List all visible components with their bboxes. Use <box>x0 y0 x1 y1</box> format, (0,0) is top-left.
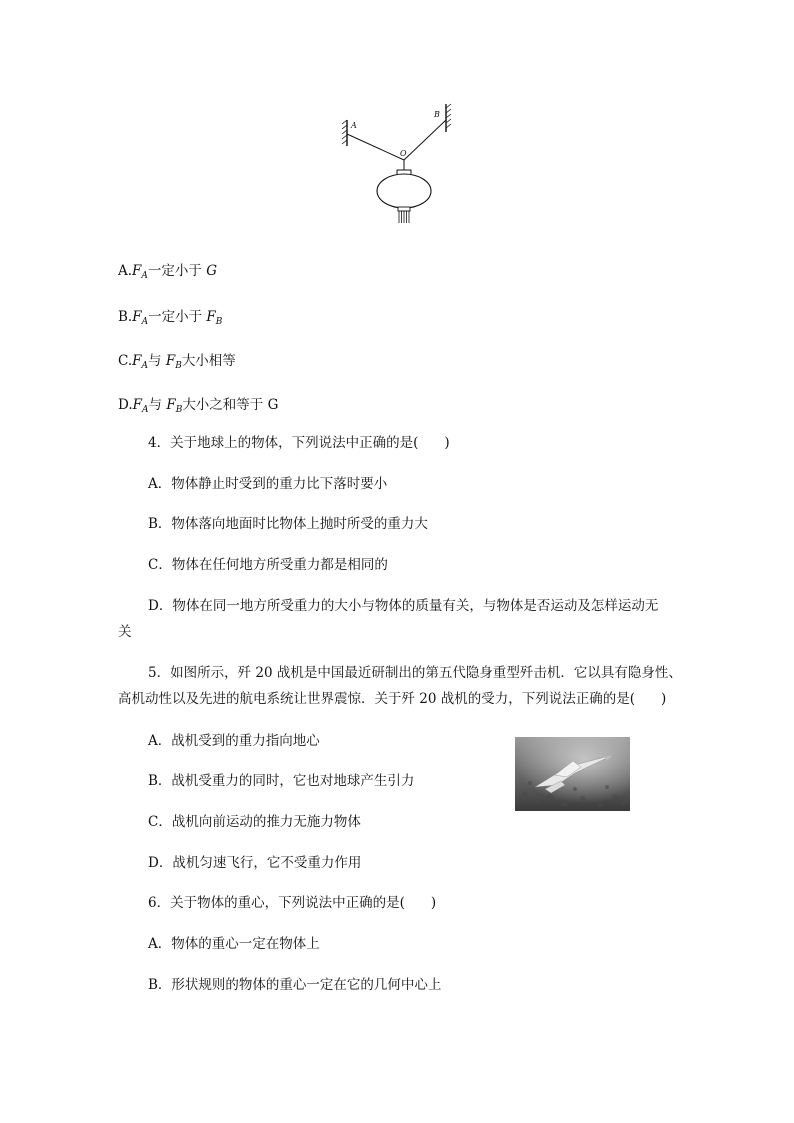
right-wall-hatch <box>446 104 451 128</box>
q6-option-b: B．形状规则的物体的重心一定在它的几何中心上 <box>148 977 442 993</box>
option-text: 一定小于 <box>147 263 207 279</box>
option-text: 一定小于 <box>148 309 207 325</box>
q4-option-a: A．物体静止时受到的重力比下落时要小 <box>148 476 388 492</box>
q4-option-c: C．物体在任何地方所受重力都是相同的 <box>148 557 388 573</box>
q4-option-d-wrap: 关 <box>118 624 132 640</box>
question-paren-close: ) <box>661 691 667 707</box>
fighter-jet-photo <box>515 737 630 811</box>
force-symbol: F <box>206 309 216 325</box>
force-subscript: A <box>142 405 149 415</box>
force-symbol: F <box>132 309 142 325</box>
question-text: 4．关于地球上的物体，下列说法中正确的是( <box>148 435 419 451</box>
q6-option-a: A．物体的重心一定在物体上 <box>148 936 320 952</box>
q4-stem <box>148 434 450 452</box>
q5-stem-line1: 5．如图所示，歼 20 战机是中国最近研制出的第五代隐身重型歼击机．它以具有隐身性、 <box>148 665 682 681</box>
force-symbol: F <box>132 263 142 279</box>
q4-option-b: B．物体落向地面时比物体上抛时所受的重力大 <box>148 516 428 532</box>
rope-ao <box>347 134 404 160</box>
option-text: 大小之和等于 G <box>182 397 279 413</box>
force-symbol: F <box>132 353 142 369</box>
option-prefix: B. <box>118 309 133 325</box>
force-subscript: B <box>175 405 183 415</box>
question-paren-close: ) <box>444 435 450 451</box>
option-prefix: A. <box>118 263 133 279</box>
question-paren-close: ) <box>430 895 437 911</box>
force-subscript: A <box>141 317 149 327</box>
q5-option-b: B．战机受重力的同时，它也对地球产生引力 <box>148 773 415 789</box>
force-subscript: B <box>175 361 182 371</box>
q5-stem-line2 <box>118 690 666 708</box>
lantern-body <box>377 174 431 208</box>
q3-option-b <box>118 308 222 331</box>
q5-option-c: C．战机向前运动的推力无施力物体 <box>148 814 361 830</box>
q4-option-d: D．物体在同一地方所受重力的大小与物体的质量有关，与物体是否运动及怎样运动无 <box>148 598 659 614</box>
option-text: 与 <box>148 397 167 413</box>
force-symbol: G <box>206 263 218 279</box>
question-text: 高机动性以及先进的航电系统让世界震惊．关于歼 20 战机的受力，下列说法正确的是( <box>118 691 636 707</box>
force-symbol: F <box>132 397 143 413</box>
label-o: O <box>400 149 407 158</box>
force-subscript: B <box>215 317 223 327</box>
lantern-diagram <box>340 98 460 228</box>
force-subscript: A <box>141 361 149 371</box>
q5-option-a: A．战机受到的重力指向地心 <box>148 733 320 749</box>
label-a: A <box>351 121 357 130</box>
rope-bo <box>404 120 446 160</box>
option-text: 与 <box>148 353 166 369</box>
q6-stem <box>148 894 436 912</box>
option-prefix: C. <box>118 353 133 369</box>
force-subscript: A <box>141 271 148 281</box>
question-text: 6．关于物体的重心，下列说法中正确的是( <box>148 895 405 911</box>
q5-option-d: D．战机匀速飞行，它不受重力作用 <box>148 855 362 871</box>
option-text: 大小相等 <box>181 353 236 369</box>
q3-option-a <box>118 262 217 285</box>
lantern-tassels <box>399 211 409 223</box>
force-symbol: F <box>165 353 176 369</box>
lantern-bottom <box>398 207 410 211</box>
q3-option-d <box>118 396 278 419</box>
left-wall-hatch <box>342 120 347 144</box>
label-b: B <box>434 110 440 119</box>
option-prefix: D. <box>118 397 133 413</box>
q3-option-c <box>118 352 236 375</box>
force-symbol: F <box>166 397 176 413</box>
